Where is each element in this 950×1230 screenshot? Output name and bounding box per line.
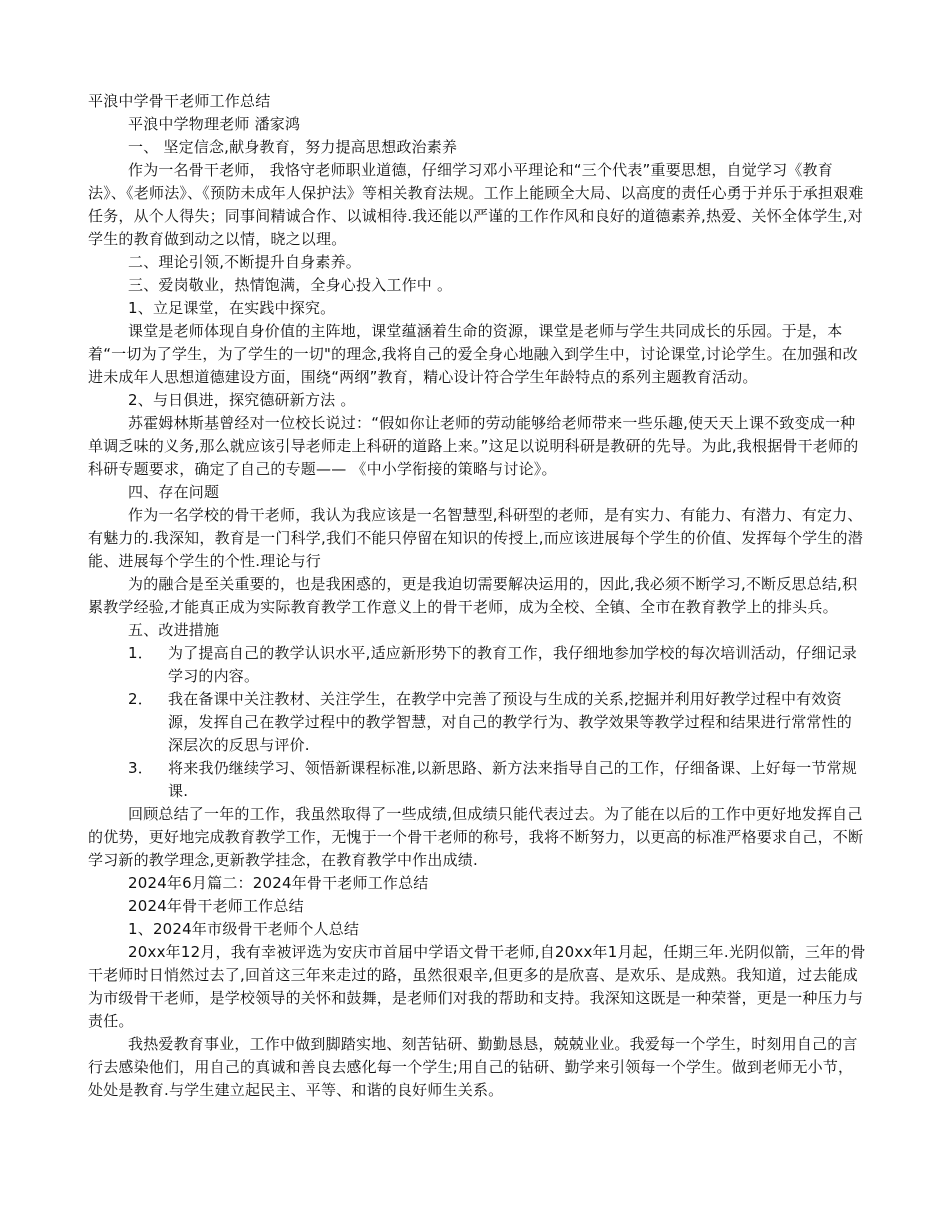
paragraph: 为的融合是至关重要的，也是我困惑的，更是我迫切需要解决运用的，因此,我必须不断学习,不断反思总结,积累教学经验,才能真正成为实际教育教学工作意义上的骨干老师，成为全校、全镇、全市在教育教学上的排头兵。 bbox=[88, 575, 858, 616]
paragraph: 作为一名学校的骨干老师，我认为我应该是一名智慧型,科研型的老师，是有实力、有能力、有潜力、有定力、有魅力的.我深知，教育是一门科学,我们不能只停留在知识的传授上,而应该进展每个学生的价值、发挥每个学生的潜能、进展每个学生的个性.理论与行 bbox=[88, 506, 863, 570]
section-title: 2024年骨干老师工作总结 bbox=[128, 897, 304, 915]
paragraph: 回顾总结了一年的工作，我虽然取得了一些成绩,但成绩只能代表过去。为了能在以后的工作中更好地发挥自己的优势，更好地完成教育教学工作，无愧于一个骨干老师的称号，我将不断努力，以更高的标准严格要求自己，不断学习新的教学理念,更新教学挂念，在教育教学中作出成绩. bbox=[88, 805, 864, 869]
doc-title: 平浪中学骨干老师工作总结 bbox=[88, 92, 271, 110]
list-item-text: 为了提高自己的教学认识水平,适应新形势下的教育工作，我仔细地参加学校的每次培训活动，仔细记录学习的内容。 bbox=[168, 644, 857, 685]
section-title: 2024年6月篇二：2024年骨干老师工作总结 bbox=[128, 874, 429, 892]
section-heading: 二、理论引领,不断提升自身素养。 bbox=[128, 253, 361, 271]
section-heading: 一、 坚定信念,献身教育，努力提高思想政治素养 bbox=[128, 138, 458, 156]
list-item bbox=[88, 642, 866, 688]
subsection-heading: 1、立足课堂，在实践中探究。 bbox=[128, 299, 336, 317]
paragraph: 我热爱教育事业，工作中做到脚踏实地、刻苦钻研、勤勤恳恳，兢兢业业。我爱每一个学生，时刻用自己的言行去感染他们，用自己的真诚和善良去感化每一个学生;用自己的钻研、勤学来引领每一个学生。做到老师无小节，处处是教育.与学生建立起民主、平等、和谐的良好师生关系。 bbox=[88, 1035, 858, 1099]
list-item-text: 我在备课中关注教材、关注学生，在教学中完善了预设与生成的关系,挖掘并利用好教学过程中有效资源，发挥自己在教学过程中的教学智慧，对自己的教学行为、教学效果等教学过程和结果进行常常性的深层次的反思与评价. bbox=[168, 690, 853, 754]
section-heading: 四、存在问题 bbox=[128, 483, 220, 501]
subsection-heading: 2、与日俱进，探究德研新方法 。 bbox=[128, 391, 356, 409]
document-body bbox=[88, 90, 866, 1102]
author-line: 平浪中学物理老师 潘家鸿 bbox=[128, 115, 301, 133]
subsection-heading: 1、2024年市级骨干老师个人总结 bbox=[128, 920, 360, 938]
paragraph: 作为一名骨干老师， 我恪守老师职业道德，仔细学习邓小平理论和“三个代表”重要思想，自觉学习《教育法》、《老师法》、《预防未成年人保护法》等相关教育法规。工作上能顾全大局、以高度的责任心勇于并乐于承担艰难任务，从个人得失；同事间精诚合作、以诚相待.我还能以严谨的工作作风和良好的道德素养,热爱、关怀全体学生,对学生的教育做到动之以情，晓之以理。 bbox=[88, 161, 864, 248]
paragraph: 课堂是老师体现自身价值的主阵地，课堂蕴涵着生命的资源，课堂是老师与学生共同成长的乐园。于是，本着“一切为了学生，为了学生的一切"的理念,我将自己的爱全身心地融入到学生中，讨论课堂,讨论学生。在加强和改进未成年人思想道德建设方面，围绕“两纲”教育，精心设计符合学生年龄特点的系列主题教育活动。 bbox=[88, 322, 858, 386]
list-number: 2． bbox=[128, 690, 153, 708]
section-heading: 五、改进措施 bbox=[128, 621, 220, 639]
paragraph: 苏霍姆林斯基曾经对一位校长说过：“假如你让老师的劳动能够给老师带来一些乐趣,使天天上课不致变成一种单调乏味的义务,那么就应该引导老师走上科研的道路上来。”这足以说明科研是教研的先导。为此,我根据骨干老师的科研专题要求，确定了自己的专题—— 《中小学衔接的策略与讨论》。 bbox=[88, 414, 859, 478]
list-item bbox=[88, 757, 866, 803]
section-heading: 三、爱岗敬业，热情饱满，全身心投入工作中 。 bbox=[128, 276, 453, 294]
paragraph: 20xx年12月，我有幸被评选为安庆市首届中学语文骨干老师,自20xx年1月起，任期三年.光阴似箭，三年的骨干老师时日悄然过去了,回首这三年来走过的路，虽然很艰辛,但更多的是欣喜、是欢乐、是成熟。我知道，过去能成为市级骨干老师，是学校领导的关怀和鼓舞，是老师们对我的帮助和支持。我深知这既是一种荣誉，更是一种压力与责任。 bbox=[88, 943, 866, 1030]
list-number: 1． bbox=[128, 644, 153, 662]
list-item bbox=[88, 688, 866, 757]
list-item-text: 将来我仍继续学习、领悟新课程标准,以新思路、新方法来指导自己的工作，仔细备课、上好每一节常规课. bbox=[168, 759, 857, 800]
list-number: 3． bbox=[128, 759, 153, 777]
